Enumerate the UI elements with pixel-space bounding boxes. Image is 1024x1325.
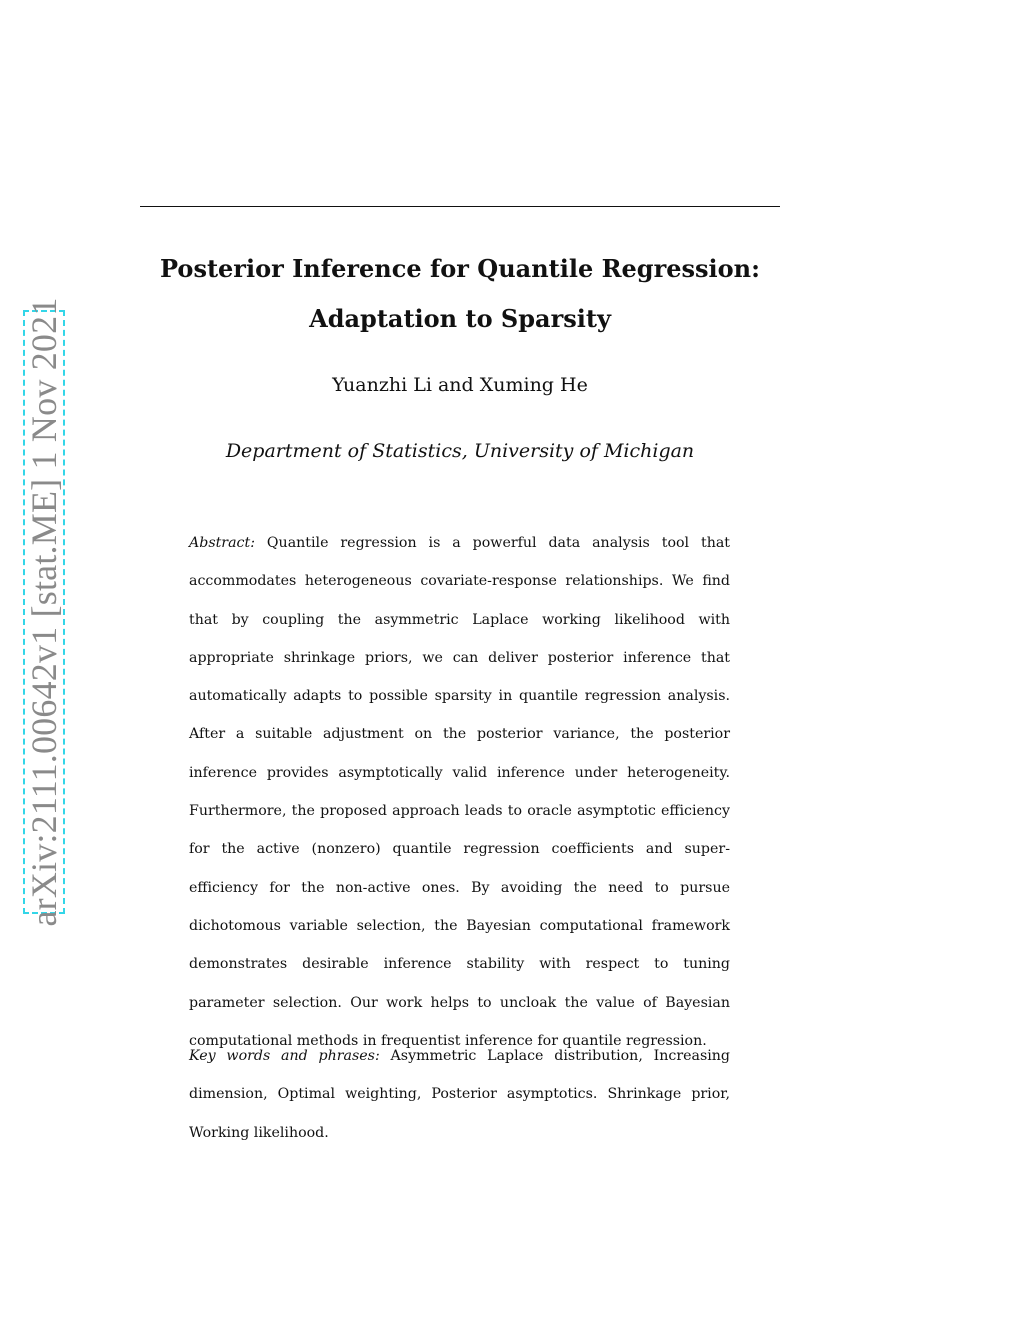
author-list: Yuanzhi Li and Xuming He bbox=[332, 374, 588, 396]
abstract bbox=[189, 524, 730, 1060]
keywords-label: Key words and phrases: bbox=[189, 1048, 380, 1064]
arxiv-identifier-text: arXiv:2111.00642v1 [stat.ME] 1 Nov 2021 bbox=[24, 297, 64, 927]
keywords bbox=[189, 1037, 730, 1152]
paper-title-line-1: Posterior Inference for Quantile Regression: bbox=[160, 254, 760, 283]
abstract-label: Abstract: bbox=[189, 535, 255, 551]
abstract-body: Quantile regression is a powerful data analysis tool that accommodates heterogeneous covariate-response relationships. We find that by coupling the asymmetric Laplace working likelihood with appropriate shrinkage priors, we can deliver posterior inference that automatically adapts to possible sparsity in quantile regression analysis. After a suitable adjustment on the posterior variance, the posterior inference provides asymptotically valid inference under heterogeneity. Furthermore, the proposed approach leads to oracle asymptotic efficiency for the active (nonzero) quantile regression coefficients and super-efficiency for the non-active ones. By avoiding the need to pursue dichotomous variable selection, the Bayesian computational framework demonstrates desirable inference stability with respect to tuning parameter selection. Our work helps to uncloak the value of Bayesian computational methods in frequentist inference for quantile regression. bbox=[189, 535, 730, 1049]
paper-title-line-2: Adaptation to Sparsity bbox=[309, 304, 611, 333]
arxiv-identifier-stamp bbox=[23, 297, 65, 927]
author-affiliation: Department of Statistics, University of Michigan bbox=[225, 440, 695, 462]
keywords-body: Asymmetric Laplace distribution, Increasing dimension, Optimal weighting, Posterior asymptotics. Shrinkage prior, Working likelihood. bbox=[189, 1048, 730, 1141]
header-rule bbox=[140, 206, 780, 207]
